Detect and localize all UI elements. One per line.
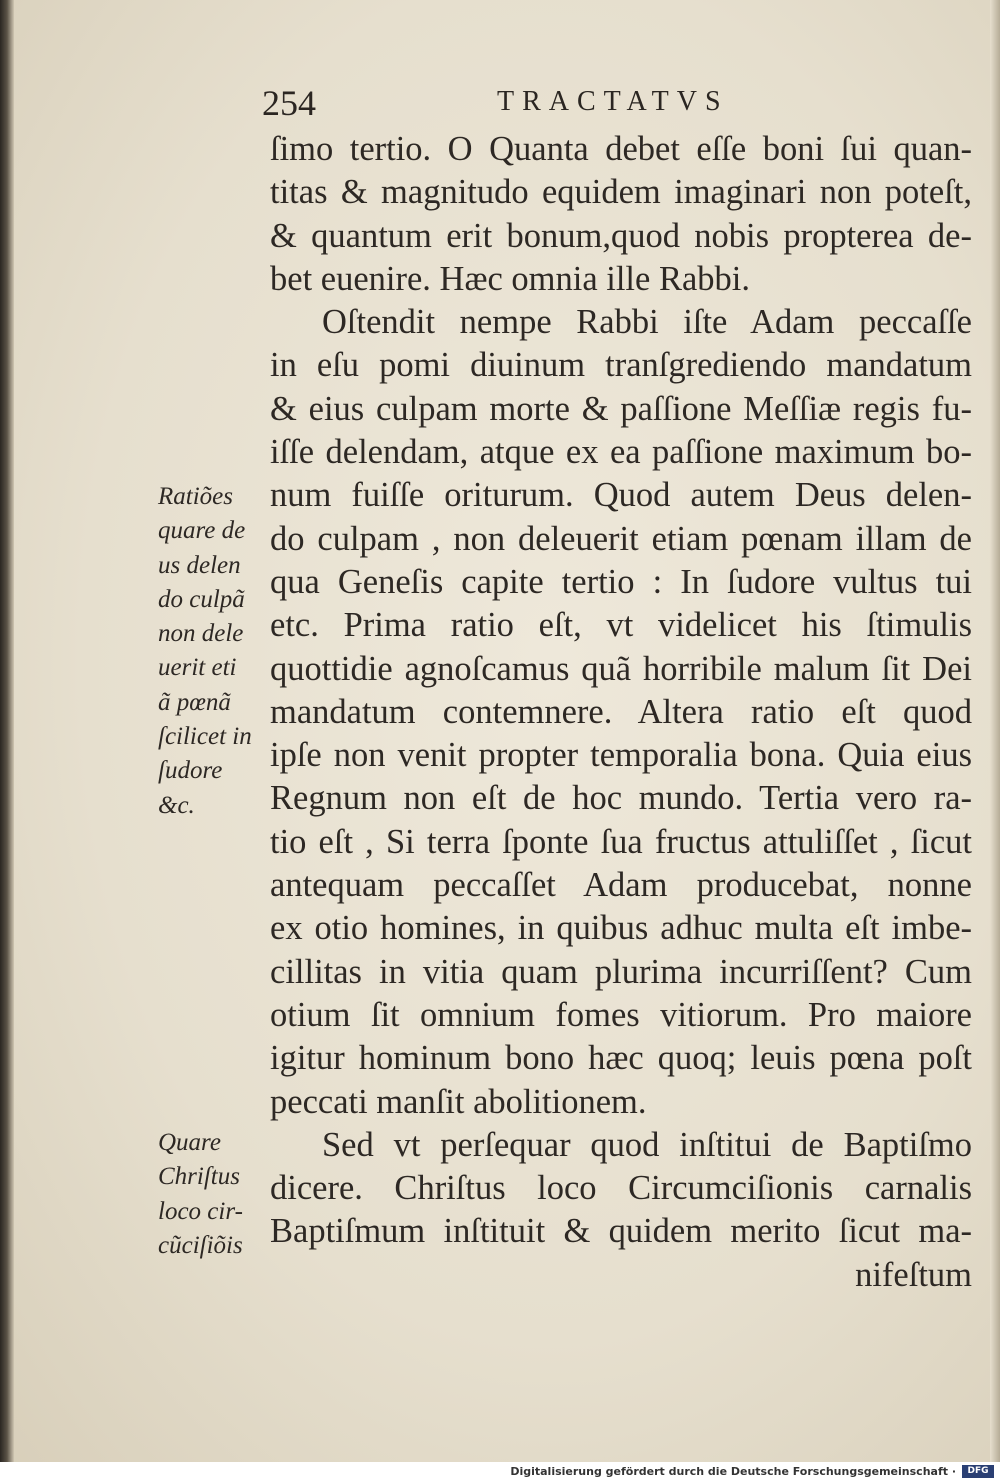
text-line: igitur hominum bono hæc quoq; leuis pœna poſt <box>270 1039 972 1078</box>
margin-note-line: ſcilicet in <box>158 723 252 751</box>
margin-note-line: cũciſiõis <box>158 1231 243 1259</box>
text-line: qua Geneſis capite tertio : In ſudore vultus tui <box>270 562 972 601</box>
footer-bar <box>0 1462 1000 1482</box>
text-line: in eſu pomi diuinum tranſgrediendo mandatum <box>270 346 972 385</box>
margin-note-line: do culpã <box>158 585 245 613</box>
text-line: peccati manſit abolitionem. <box>270 1082 647 1121</box>
text-line: cillitas in vitia quam plurima incurriſſent? Cum <box>270 952 972 991</box>
page-header <box>262 82 982 126</box>
body-text <box>270 128 972 1297</box>
margin-note-line: non dele <box>158 620 244 648</box>
text-line: iſſe delendam, atque ex ea paſſione maximum bo- <box>270 433 972 472</box>
text-line: mandatum contemnere. Altera ratio eſt quod <box>270 692 972 731</box>
text-line: num fuiſſe oriturum. Quod autem Deus delen- <box>270 476 972 515</box>
text-line: otium ſit omnium fomes vitiorum. Pro maiore <box>270 995 972 1034</box>
text-line: do culpam , non deleuerit etiam pœnam illam de <box>270 519 972 558</box>
text-line: ex otio homines, in quibus adhuc multa eſt imbe- <box>270 909 972 948</box>
margin-note-line: ã pœnã <box>158 688 231 716</box>
page-number: 254 <box>262 83 316 123</box>
margin-note-line: Ratiões <box>158 483 233 510</box>
dfg-logo: DFG <box>962 1465 994 1478</box>
binding-shadow <box>0 0 14 1462</box>
text-line: Oſtendit nempe Rabbi iſte Adam peccaſſe <box>322 303 972 342</box>
margin-note-line: uerit eti <box>158 654 237 682</box>
text-line: titas & magnitudo equidem imaginari non poteſt, <box>270 173 972 212</box>
catchword: nifeſtum <box>855 1255 972 1294</box>
margin-note-line: Chriſtus <box>158 1163 240 1191</box>
text-line: Sed vt perſequar quod inſtitui de Baptiſmo <box>322 1125 972 1164</box>
digitization-credit: Digitalisierung gefördert durch die Deutsche Forschungsgemeinschaft · <box>510 1465 956 1478</box>
text-line: quottidie agnoſcamus quã horribile malum ſit Dei <box>270 649 972 688</box>
running-title: TRACTATVS <box>497 86 729 117</box>
text-line: Baptiſmum inſtituit & quidem merito ſicut ma- <box>270 1212 972 1251</box>
margin-note-line: quare de <box>158 517 246 545</box>
margin-note-line: loco cir- <box>158 1197 243 1225</box>
margin-note-line: Quare <box>158 1129 221 1156</box>
page-edge <box>990 0 1000 1462</box>
text-line: antequam peccaſſet Adam producebat, nonne <box>270 866 972 905</box>
text-line: & eius culpam morte & paſſione Meſſiæ regis fu- <box>270 389 972 428</box>
margin-note-line: &c. <box>158 791 195 819</box>
text-line: dicere. Chriſtus loco Circumciſionis carnalis <box>270 1169 972 1208</box>
text-line: & quantum erit bonum,quod nobis propterea de- <box>270 216 972 255</box>
margin-note-rationes <box>158 480 263 823</box>
text-line: Regnum non eſt de hoc mundo. Tertia vero ra- <box>270 779 972 818</box>
margin-note-line: us delen <box>158 551 241 579</box>
text-line: ſimo tertio. O Quanta debet eſſe boni ſui quan- <box>270 130 972 168</box>
text-line: etc. Prima ratio eſt, vt videlicet his ſtimulis <box>270 606 972 645</box>
margin-note-line: ſudore <box>158 757 223 785</box>
text-line: bet euenire. Hæc omnia ille Rabbi. <box>270 259 750 298</box>
text-line: ipſe non venit propter temporalia bona. Quia eius <box>270 736 972 775</box>
margin-note-quare <box>158 1126 263 1263</box>
text-line: tio eſt , Si terra ſponte ſua fructus attuliſſet , ſicut <box>270 822 972 861</box>
